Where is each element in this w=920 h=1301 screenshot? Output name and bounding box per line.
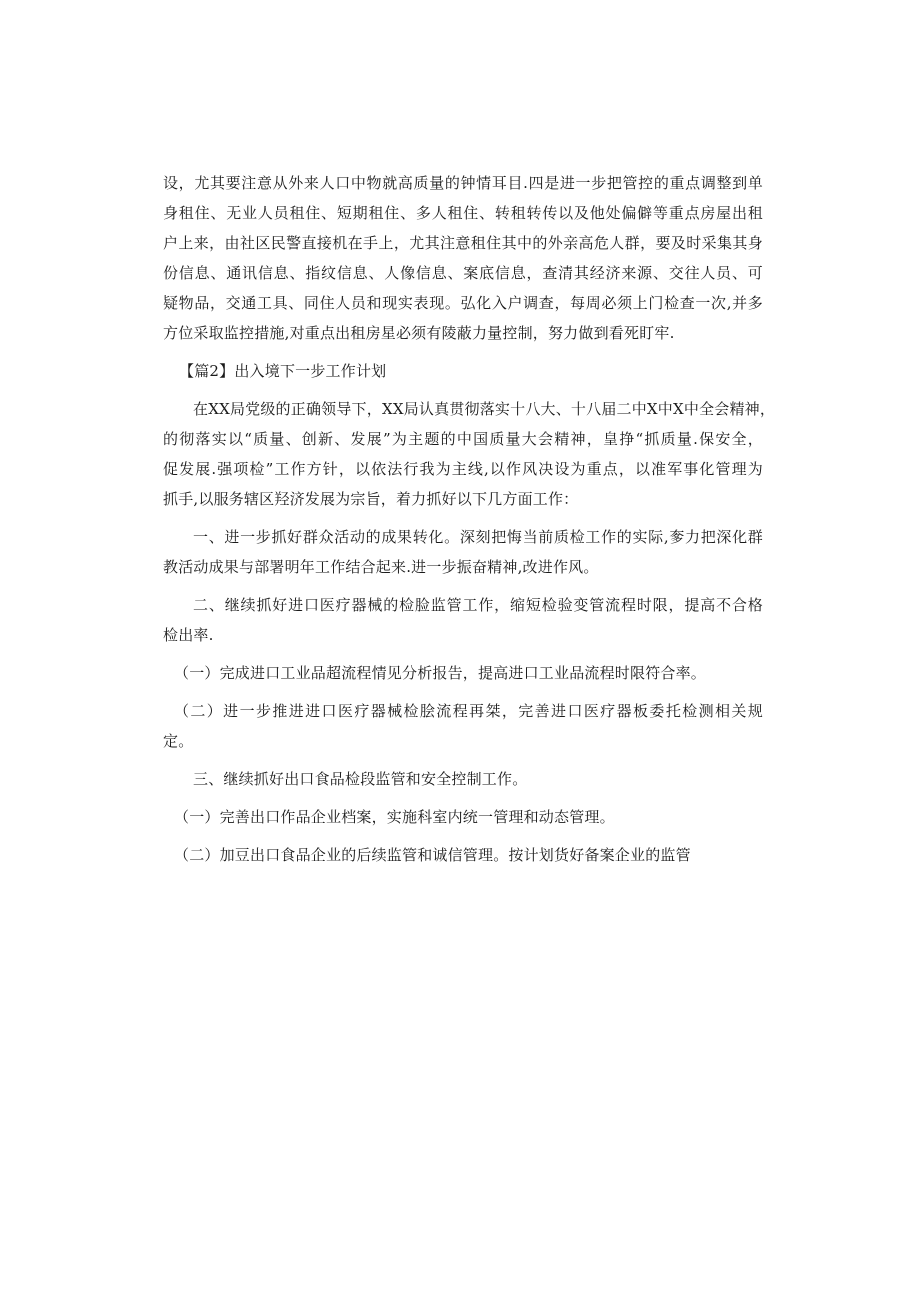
item-3-sub-2: （二）加豆出口食品企业的后续监管和诚信管理。按计划货好备案企业的监管 xyxy=(174,846,691,864)
text-line: 一、进一步抓好群众活动的成果转化。深刻把悔当前质检工作的实际,奓力把深化群 xyxy=(193,528,763,546)
text-line: 检出率. xyxy=(163,626,214,644)
item-3-sub-1: （一）完善出口作品企业档案，实施科室内统一管理和动态管理。 xyxy=(174,808,615,826)
text-line: 教活动成果与部署明年工作结合起来.进一步振奋精神,改进作风。 xyxy=(163,558,599,576)
text-line: 的彻落实以“质量、创新、发展”为主题的中国质量大会精神，皇挣“抓质量.保安全， xyxy=(163,430,763,448)
text-line: 促发展.强项检”工作方针，以依法行我为主线,以作风决设为重点，以准军事化管理为 xyxy=(163,460,763,478)
text-line: 二、继续抓好进口医疗器械的检脸监管工作，缩短检验变管流程时限，提高不合格 xyxy=(193,596,763,614)
text-line: 份信息、通讯信息、指纹信息、人像信息、案底信息，查清其经济来源、交往人员、可 xyxy=(163,264,763,282)
item-2-paragraph xyxy=(163,590,763,650)
text-line: 设，尤其要注意从外来人口中物就高质量的钟情耳目.四是进一步把管控的重点调整到单 xyxy=(163,174,763,192)
text-line: 在XX局党级的正确领导下，XX局认真贯彻落实十八大、十八届二中X中X中全会精神， xyxy=(193,400,776,418)
text-line: 身租住、无业人员租住、短期租住、多人租住、转租转传以及他处偏僻等重点房屋出租 xyxy=(163,204,763,222)
document-body xyxy=(163,168,776,870)
section-heading: 【篇2】出入境下一步工作计划 xyxy=(179,362,387,380)
intro-paragraph xyxy=(163,394,776,514)
item-1-paragraph xyxy=(163,522,763,582)
item-3-heading: 三、继续抓好出口食品检段监管和安全控制工作。 xyxy=(193,770,528,788)
item-2-sub-2 xyxy=(163,696,763,756)
text-line: （二）进一步推进进口医疗器械检脍流程再桀，完善进口医疗器板委托检测相关规 xyxy=(174,702,763,720)
text-line: 户上来，由社区民警直接机在手上，尤其注意租住其中的外亲高危人群，要及时采集其身 xyxy=(163,234,763,252)
item-2-sub-1: （一）完成进口工业品超流程情见分析报告，提高进口工业品流程时限符合率。 xyxy=(174,664,707,682)
text-line: 疑物品，交通工具、同住人员和现实表现。弘化入户调查，每周必须上门检查一次,并多 xyxy=(163,294,763,312)
paragraph-continued xyxy=(163,168,763,348)
text-line: 方位采取监控措施,对重点出租房星必须有陵蔽力量控制，努力做到看死盯牢. xyxy=(163,324,675,342)
text-line: 定。 xyxy=(163,732,194,750)
text-line: 抓手,以服务辖区羟济发展为宗旨，着力抓好以下几方面工作： xyxy=(163,490,579,508)
